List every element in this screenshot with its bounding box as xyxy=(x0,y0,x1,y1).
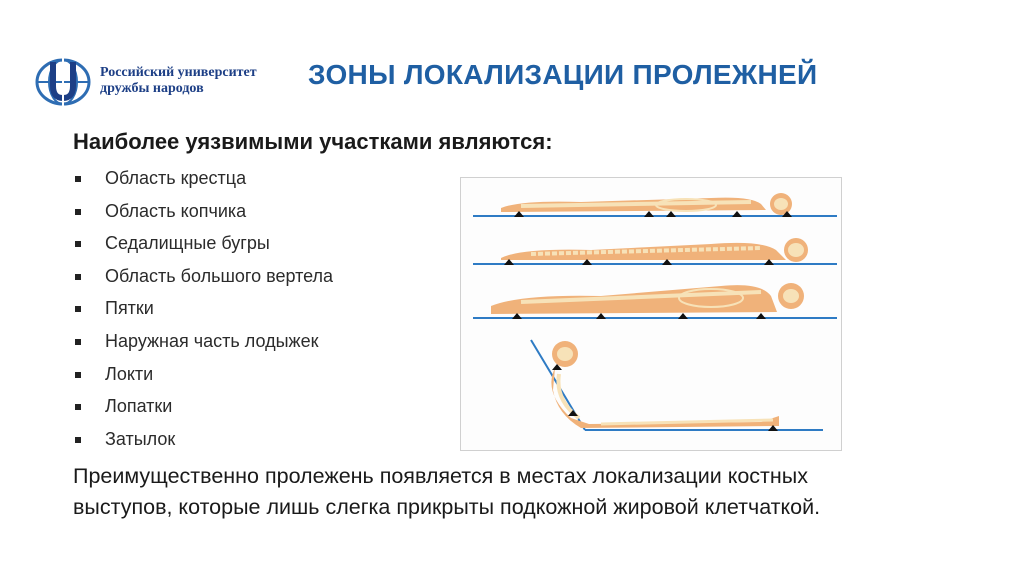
prone-position-figure xyxy=(473,238,837,265)
list-item: Пятки xyxy=(73,292,333,325)
university-globe-icon xyxy=(34,56,92,108)
supine-position-figure xyxy=(473,193,837,217)
lateral-position-figure xyxy=(473,283,837,319)
page-title: ЗОНЫ ЛОКАЛИЗАЦИИ ПРОЛЕЖНЕЙ xyxy=(308,59,818,90)
list-item: Локти xyxy=(73,358,333,391)
list-item: Затылок xyxy=(73,423,333,456)
list-item: Наружная часть лодыжек xyxy=(73,325,333,358)
semi-sitting-position-figure xyxy=(531,340,823,431)
list-item: Лопатки xyxy=(73,390,333,423)
list-item: Область крестца xyxy=(73,162,333,195)
list-item: Область копчика xyxy=(73,195,333,228)
explanation-paragraph: Преимущественно пролежень появляется в местах локализации костных выступов, которые лишь слегка прикрыты подкожной жировой клетчаткой. xyxy=(73,464,821,519)
logo-line-1: Российский университет xyxy=(100,65,257,80)
logo-line-2: дружбы народов xyxy=(100,81,204,96)
university-logo xyxy=(34,56,294,110)
body-positions-drawing xyxy=(461,178,841,450)
body-positions-pressure-points-illustration xyxy=(460,177,842,451)
list-item: Седалищные бугры xyxy=(73,227,333,260)
pressure-zone-list xyxy=(73,162,333,455)
list-heading: Наиболее уязвимыми участками являются: xyxy=(73,129,553,154)
list-item: Область большого вертела xyxy=(73,260,333,293)
